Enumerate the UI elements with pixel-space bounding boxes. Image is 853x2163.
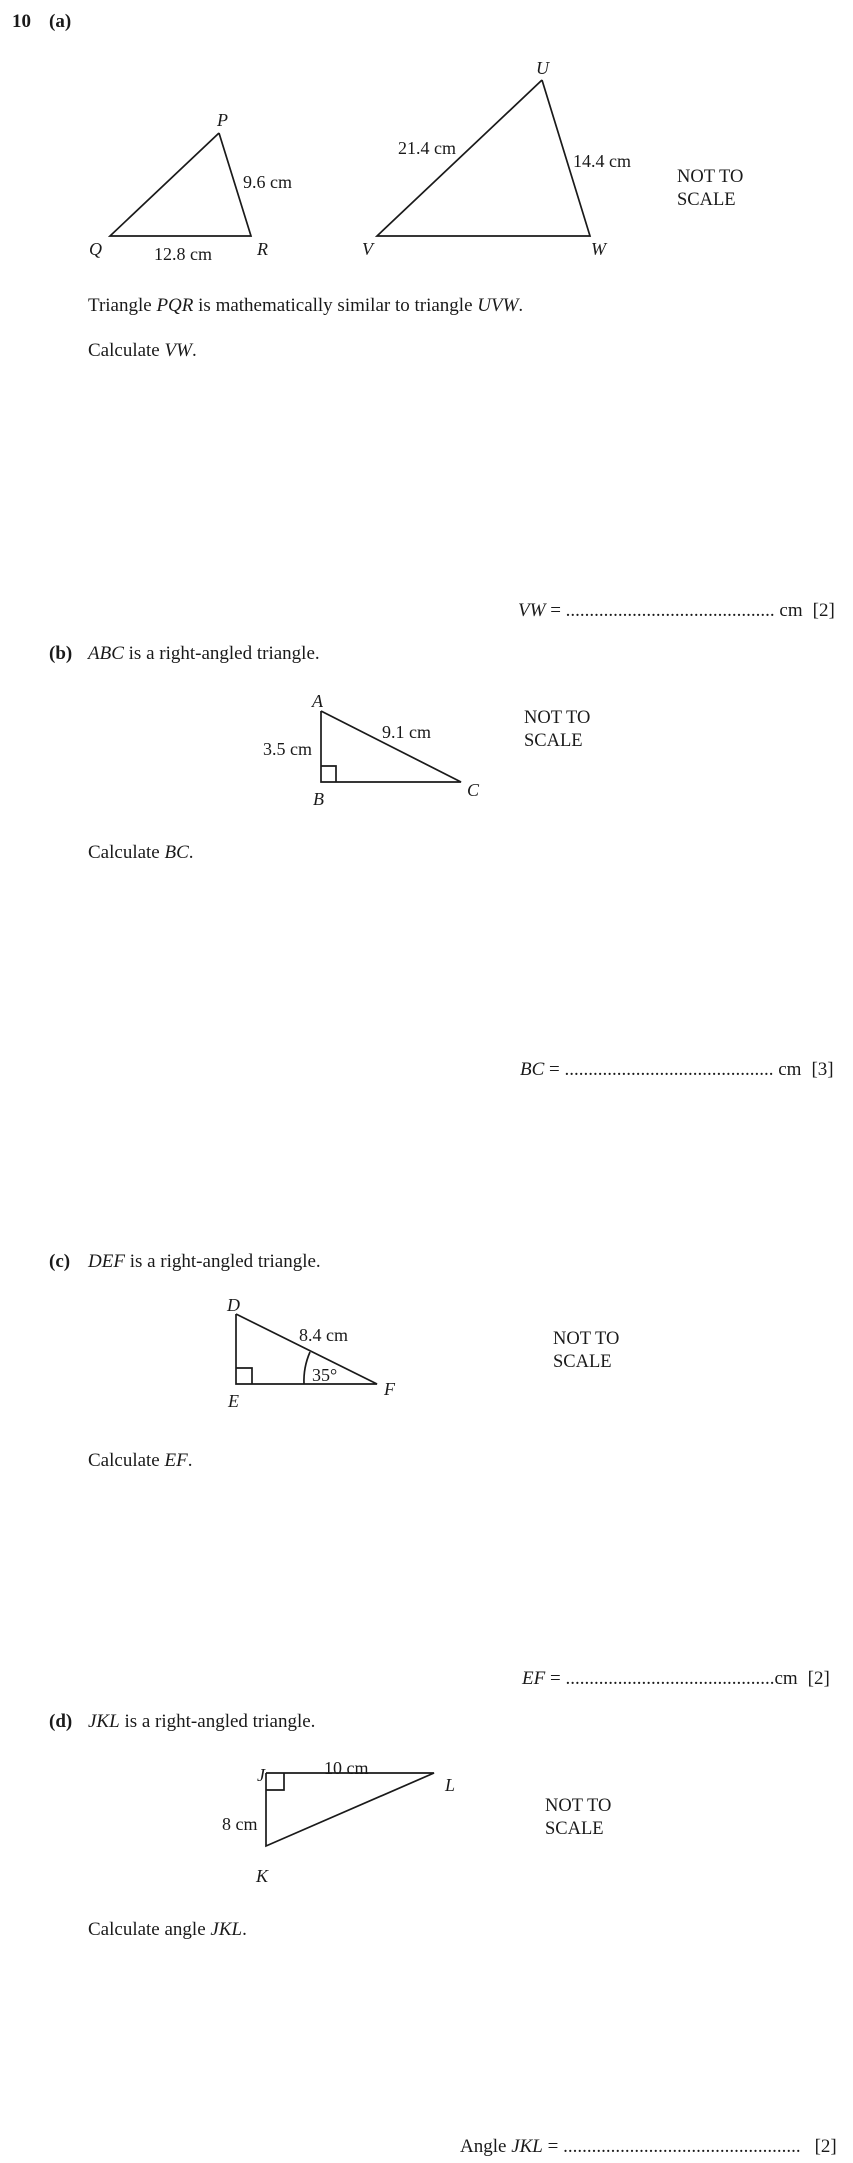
part-a-sentence (88, 296, 523, 315)
instruction-text-c2: . (187, 1450, 193, 1471)
part-c-instruction (88, 1451, 192, 1470)
answer-equals-b: = (544, 1059, 565, 1080)
part-a-instruction (88, 341, 197, 360)
vertex-p: P (217, 110, 228, 130)
answer-line-a (518, 601, 835, 620)
answer-line-d (460, 2137, 837, 2156)
vertex-j: J (257, 1765, 265, 1785)
answer-unit-c: cm (774, 1668, 798, 1689)
angle-arc-f (304, 1352, 310, 1384)
answer-line-c (522, 1669, 830, 1688)
answer-equals-a: = (545, 600, 566, 621)
side-df-label: 8.4 cm (299, 1325, 348, 1345)
answer-var-ef: EF (522, 1668, 546, 1689)
side-jl-label: 10 cm (324, 1758, 369, 1778)
marks-a: [2] (812, 600, 835, 621)
vertex-u: U (536, 58, 549, 78)
vertex-b: B (313, 789, 324, 809)
marks-b: [3] (811, 1059, 834, 1080)
answer-var-jkl: JKL (511, 2136, 543, 2157)
answer-field-a[interactable]: ............................................ (565, 600, 775, 621)
right-angle-marker-b (321, 766, 336, 782)
answer-equals-c: = (545, 1668, 566, 1689)
side-jk-label: 8 cm (222, 1814, 258, 1834)
vertex-c: C (467, 780, 480, 800)
vertex-f: F (384, 1379, 395, 1399)
answer-unit-a: cm (774, 600, 803, 621)
vertex-w: W (591, 239, 606, 259)
vertex-d: D (227, 1295, 240, 1315)
not-to-scale-note-a: NOT TO SCALE (677, 167, 744, 210)
not-to-scale-note-d: NOT TO SCALE (545, 1796, 612, 1839)
not-to-scale-note-b: NOT TO SCALE (524, 708, 591, 751)
triangle-pqr (110, 133, 251, 236)
vertex-v: V (362, 239, 373, 259)
instruction-var-bc: BC (164, 842, 189, 863)
marks-d: [2] (814, 2136, 837, 2157)
part-d-instruction (88, 1920, 247, 1939)
instruction-var-vw: VW (164, 340, 192, 361)
intro-text-d: is a right-angled triangle. (119, 1711, 316, 1732)
instruction-text-2: . (191, 340, 197, 361)
part-d-intro (88, 1712, 315, 1731)
sentence-var-uvw: UVW (477, 295, 519, 316)
part-c-intro (88, 1252, 321, 1271)
not-to-scale-note-c: NOT TO SCALE (553, 1329, 620, 1372)
instruction-text-d1: Calculate angle (88, 1919, 211, 1940)
triangle-uvw (377, 80, 590, 236)
sentence-var-pqr: PQR (156, 295, 194, 316)
part-c-label: (c) (49, 1251, 71, 1272)
answer-var-bc: BC (520, 1059, 545, 1080)
side-pr-label: 9.6 cm (243, 172, 292, 192)
intro-var-jkl: JKL (88, 1711, 120, 1732)
part-b-label: (b) (49, 643, 73, 664)
question-number: 10 (12, 11, 31, 32)
answer-var-vw: VW (518, 600, 546, 621)
intro-var-def: DEF (88, 1251, 125, 1272)
side-uv-label: 21.4 cm (398, 138, 456, 158)
vertex-e: E (228, 1391, 239, 1411)
instruction-text-c1: Calculate (88, 1450, 165, 1471)
sentence-text-3: . (518, 295, 524, 316)
part-b-instruction (88, 843, 194, 862)
answer-equals-d: = (542, 2136, 564, 2157)
intro-text-b: is a right-angled triangle. (123, 643, 320, 664)
instruction-text-d2: . (242, 1919, 247, 1940)
instruction-text-b2: . (188, 842, 194, 863)
vertex-k: K (256, 1866, 269, 1886)
angle-f-label: 35° (312, 1365, 338, 1385)
side-ab-label: 3.5 cm (263, 739, 312, 759)
vertex-q: Q (89, 239, 102, 259)
answer-field-d[interactable]: .................................................. (563, 2136, 801, 2157)
answer-field-b[interactable]: ............................................ (564, 1059, 774, 1080)
instruction-var-jkl: JKL (210, 1919, 243, 1940)
side-qr-label: 12.8 cm (154, 244, 212, 264)
answer-prefix-d: Angle (460, 2136, 512, 2157)
part-a-label: (a) (49, 11, 72, 32)
instruction-text-b1: Calculate (88, 842, 165, 863)
side-ac-label: 9.1 cm (382, 722, 431, 742)
right-angle-marker-j (266, 1773, 284, 1790)
side-uw-label: 14.4 cm (573, 151, 631, 171)
vertex-a: A (312, 691, 323, 711)
intro-var-abc: ABC (88, 643, 124, 664)
marks-c: [2] (807, 1668, 830, 1689)
instruction-var-ef: EF (164, 1450, 188, 1471)
part-d-label: (d) (49, 1711, 73, 1732)
answer-field-c[interactable]: ............................................ (565, 1668, 775, 1689)
right-angle-marker-e (236, 1368, 252, 1384)
vertex-r: R (257, 239, 268, 259)
answer-unit-b: cm (773, 1059, 802, 1080)
sentence-text-1: Triangle (88, 295, 157, 316)
intro-text-c: is a right-angled triangle. (124, 1251, 321, 1272)
vertex-l: L (445, 1775, 456, 1795)
answer-line-b (520, 1060, 834, 1079)
part-b-intro (88, 644, 320, 663)
triangle-jkl (266, 1773, 434, 1846)
instruction-text-1: Calculate (88, 340, 165, 361)
sentence-text-2: is mathematically similar to triangle (193, 295, 478, 316)
